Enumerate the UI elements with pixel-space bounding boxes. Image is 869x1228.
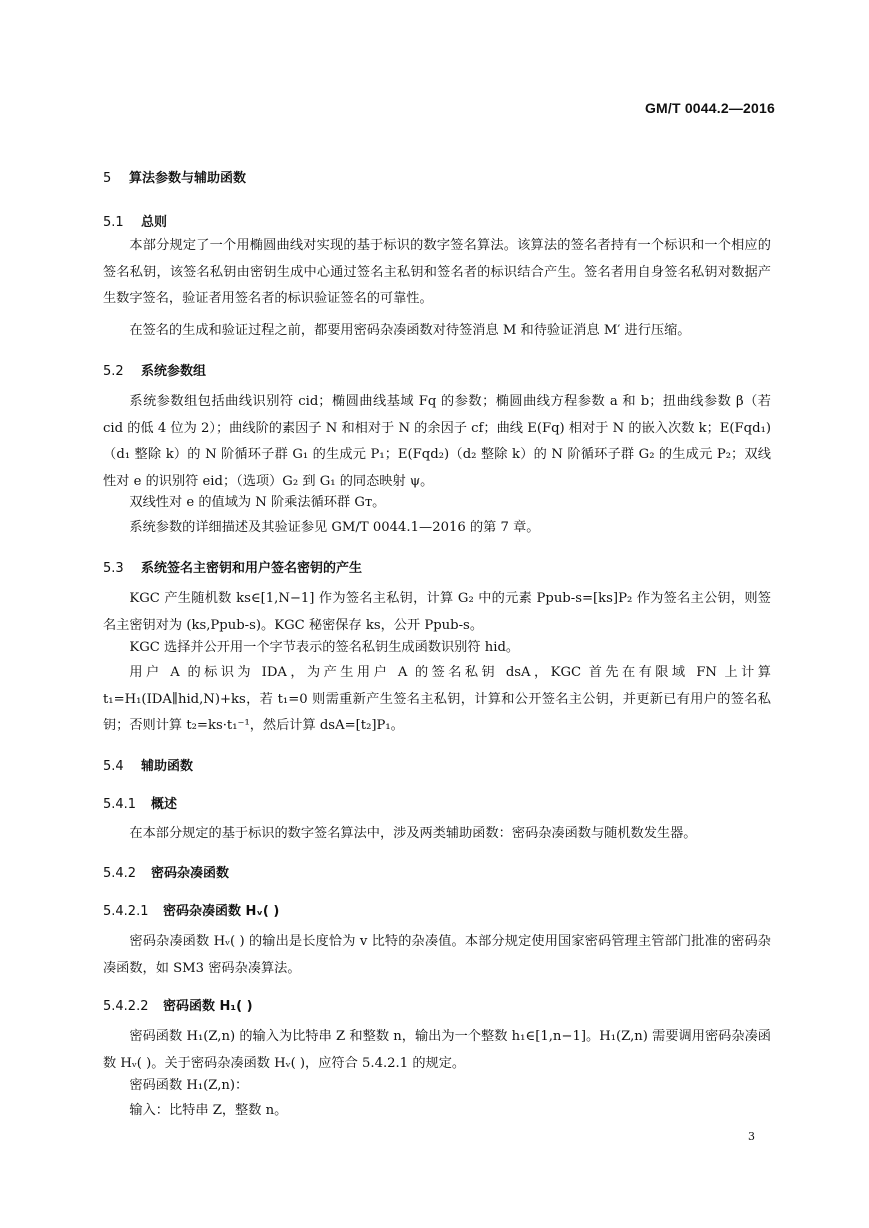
paragraph: 本部分规定了一个用椭圆曲线对实现的基于标识的数字签名算法。该算法的签名者持有一个标识和一个相应的签名私钥，该签名私钥由密钥生成中心通过签名主私钥和签名者的标识结合产生。签名者用自身签名私钥对数据产生数字签名，验证者用签名者的标识验证签名的可靠性。 xyxy=(103,238,771,306)
paragraph: 系统参数组包括曲线识别符 cid；椭圆曲线基域 Fq 的参数；椭圆曲线方程参数 a 和 b；扭曲线参数 β（若 cid 的低 4 位为 2）；曲线阶的素因子 N 和相对于 N 的余因子 cf；曲线 E(Fq) 相对于 N 的嵌入次数 k；E(Fqd₁)（d₁ 整除 k）的 N 阶循环子群 G₁ 的生成元 P₁；E(Fqd₂)（d₂ 整除 k）的 N 阶循环子群 G₂ 的生成元 P₂；双线性对 e 的识别符 eid；（选项）G₂ 到 G₁ 的同态映射 ψ。 xyxy=(103,394,771,489)
paragraph: 密码函数 H₁(Z,n)： xyxy=(129,1078,249,1093)
section-number: 5.2 xyxy=(103,364,124,379)
standard-number-header: GM/T 0044.2—2016 xyxy=(644,100,775,116)
paragraph: 密码杂凑函数 Hᵥ( ) 的输出是长度恰为 v 比特的杂凑值。本部分规定使用国家密码管理主管部门批准的密码杂凑函数，如 SM3 密码杂凑算法。 xyxy=(103,934,771,976)
section-number: 5.3 xyxy=(103,561,124,576)
section-heading-5-2 xyxy=(103,360,206,379)
section-heading-5-3 xyxy=(103,557,362,576)
section-number: 5.4.2.1 xyxy=(103,904,149,919)
page-number: 3 xyxy=(748,1130,755,1143)
section-heading-5-4-1 xyxy=(103,793,177,812)
section-title: 密码杂凑函数 Hᵥ( ) xyxy=(163,904,280,919)
section-heading-5-1 xyxy=(103,211,167,230)
paragraph: 双线性对 e 的值域为 N 阶乘法循环群 Gᴛ。 xyxy=(129,495,386,510)
paragraph: 在签名的生成和验证过程之前，都要用密码杂凑函数对待签消息 M 和待验证消息 M′ 进行压缩。 xyxy=(129,323,691,338)
section-number: 5.1 xyxy=(103,215,124,230)
section-heading-5-4 xyxy=(103,755,193,774)
paragraph: 输入：比特串 Z，整数 n。 xyxy=(129,1103,288,1118)
section-number: 5 xyxy=(103,171,112,186)
paragraph: 用户 A 的标识为 IDA，为产生用户 A 的签名私钥 dsA，KGC 首先在有限域 FN 上计算 t₁=H₁(IDA∥hid,N)+ks，若 t₁=0 则需重新产生签名主私钥，计算和公开签名主公钥，并更新已有用户的签名私钥；否则计算 t₂=ks·t₁⁻¹，然后计算 dsA=[t₂]P₁。 xyxy=(103,665,771,733)
section-title: 系统签名主密钥和用户签名密钥的产生 xyxy=(141,561,363,576)
section-title: 辅助函数 xyxy=(141,759,194,774)
section-title: 密码函数 H₁( ) xyxy=(163,999,253,1014)
section-title: 总则 xyxy=(141,215,168,230)
paragraph: 系统参数的详细描述及其验证参见 GM/T 0044.1—2016 的第 7 章。 xyxy=(129,520,540,535)
paragraph: 在本部分规定的基于标识的数字签名算法中，涉及两类辅助函数：密码杂凑函数与随机数发生器。 xyxy=(129,826,697,841)
section-title: 系统参数组 xyxy=(141,364,207,379)
paragraph: 密码函数 H₁(Z,n) 的输入为比特串 Z 和整数 n，输出为一个整数 h₁∈[1,n−1]。H₁(Z,n) 需要调用密码杂凑函数 Hᵥ( )。关于密码杂凑函数 Hᵥ( )，应符合 5.4.2.1 的规定。 xyxy=(103,1029,771,1071)
section-number: 5.4.1 xyxy=(103,797,137,812)
paragraph: KGC 选择并公开用一个字节表示的签名私钥生成函数识别符 hid。 xyxy=(129,640,520,655)
section-heading-5 xyxy=(103,167,246,186)
section-heading-5-4-2-1 xyxy=(103,900,279,919)
section-number: 5.4 xyxy=(103,759,124,774)
section-title: 算法参数与辅助函数 xyxy=(129,171,247,186)
section-heading-5-4-2 xyxy=(103,862,229,881)
section-number: 5.4.2.2 xyxy=(103,999,149,1014)
paragraph: KGC 产生随机数 ks∈[1,N−1] 作为签名主私钥，计算 G₂ 中的元素 Ppub-s=[ks]P₂ 作为签名主公钥，则签名主密钥对为 (ks,Ppub-s)。KGC 秘密保存 ks，公开 Ppub-s。 xyxy=(103,591,771,633)
section-heading-5-4-2-2 xyxy=(103,995,253,1014)
section-title: 概述 xyxy=(151,797,178,812)
section-number: 5.4.2 xyxy=(103,866,137,881)
section-title: 密码杂凑函数 xyxy=(151,866,230,881)
